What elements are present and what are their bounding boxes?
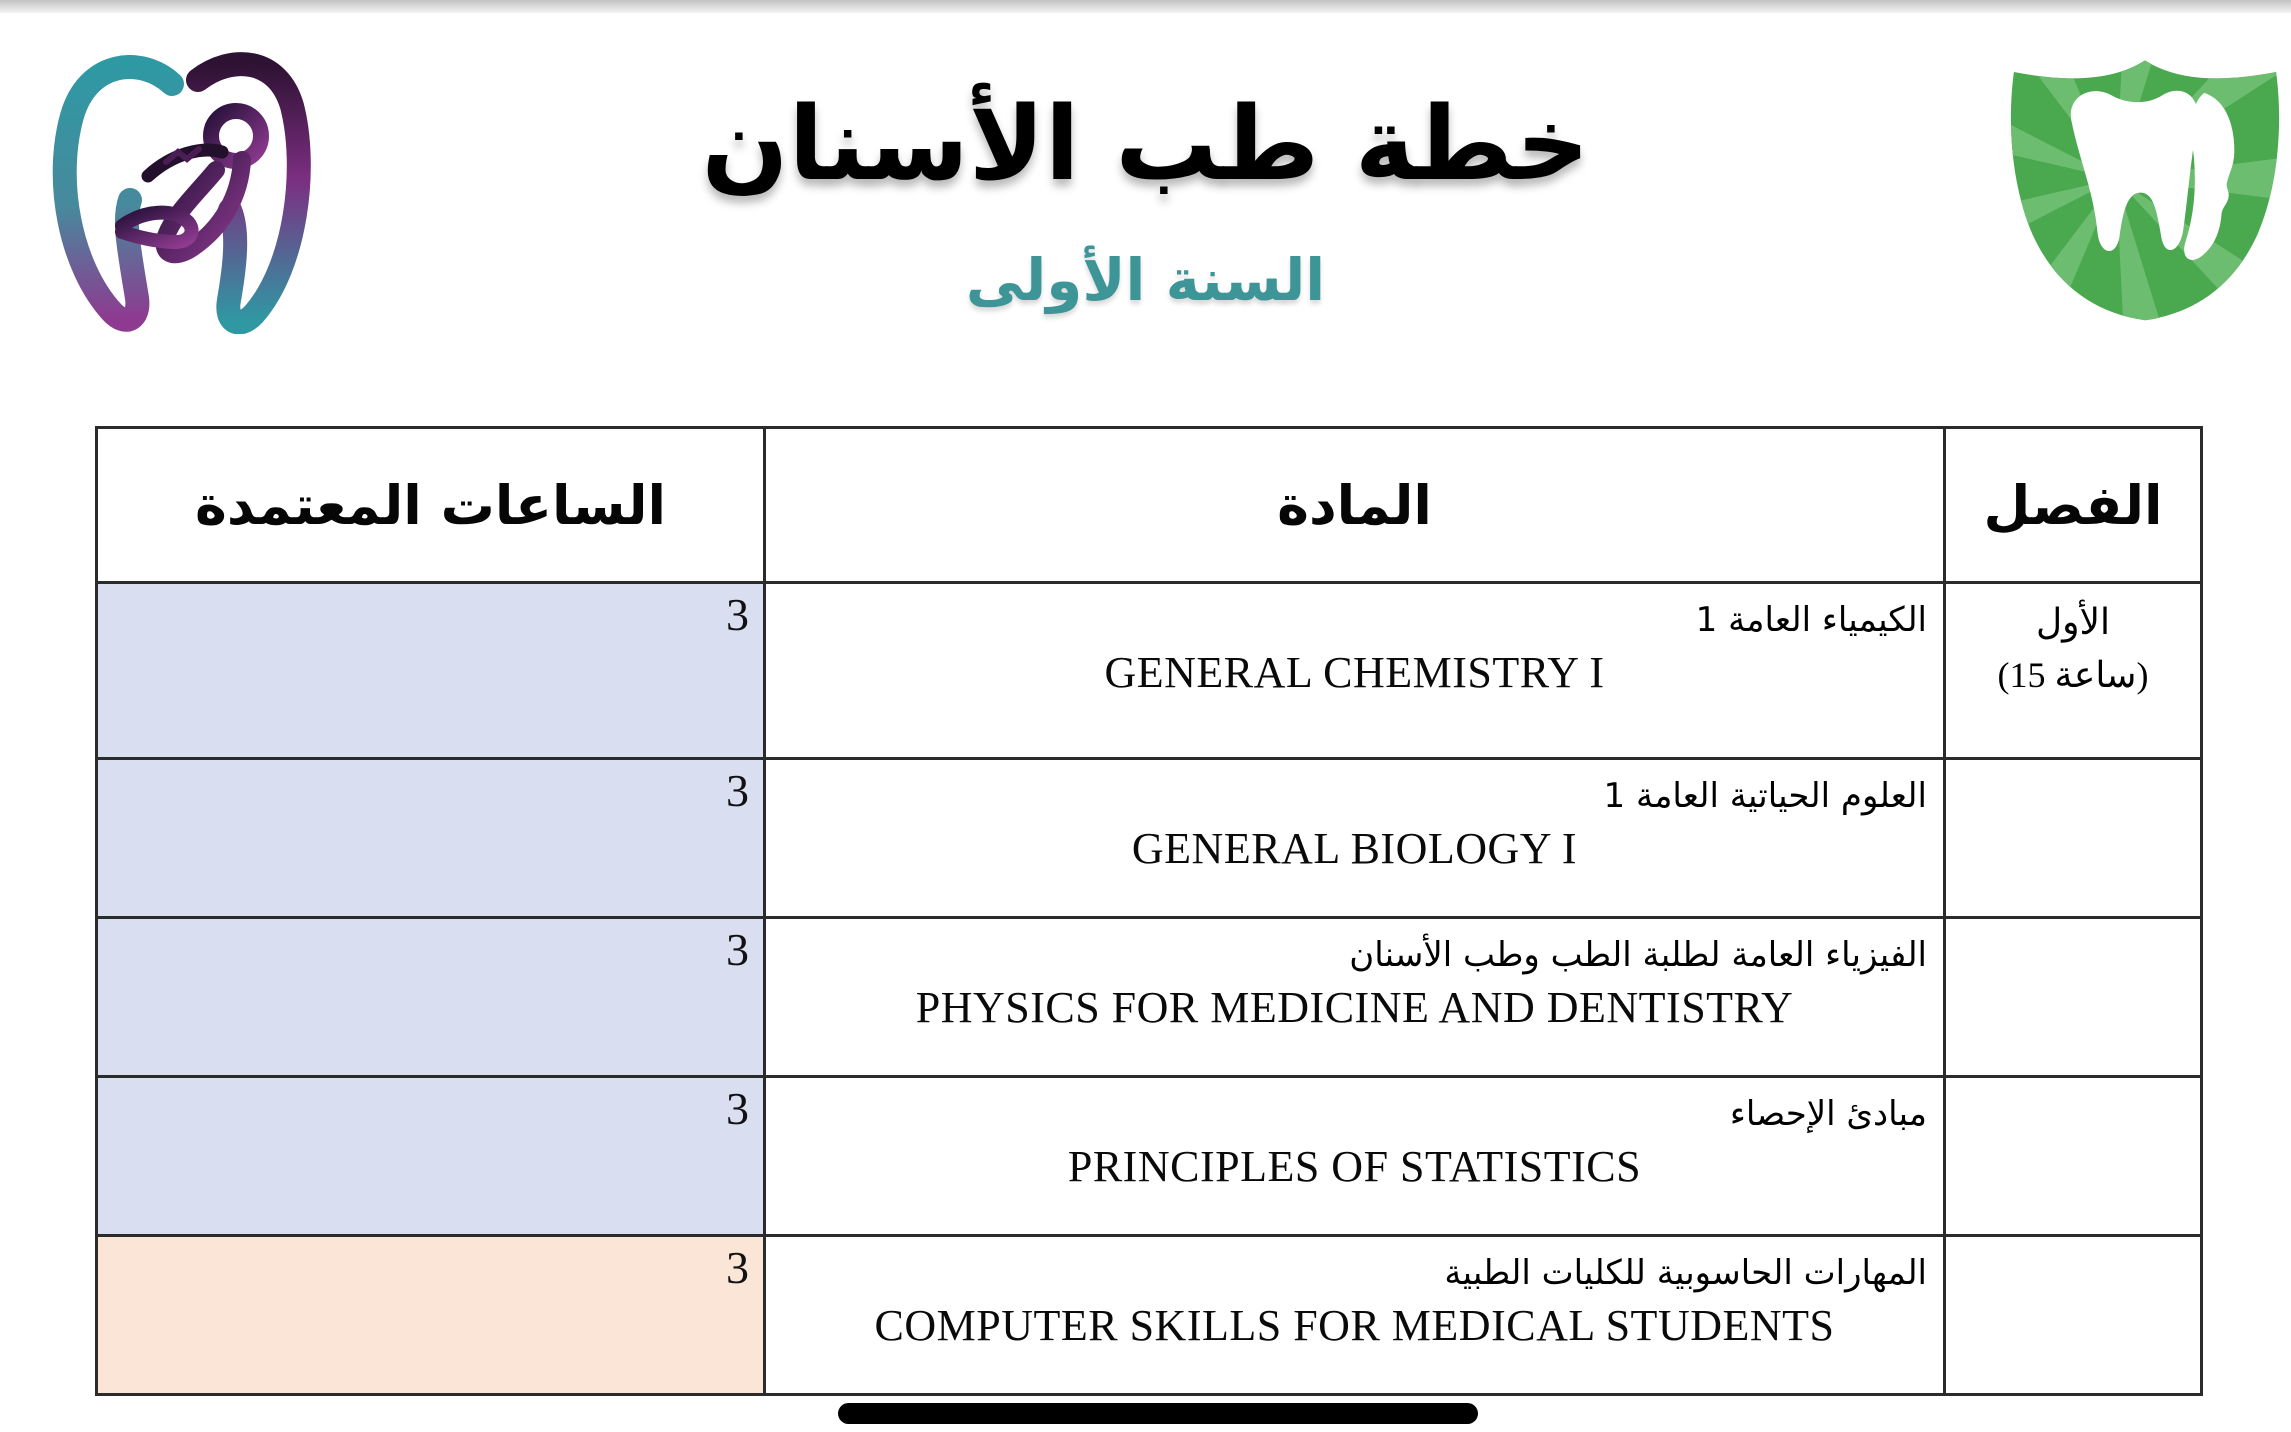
- table-header-row: [97, 428, 2202, 583]
- subject-english: PHYSICS FOR MEDICINE AND DENTISTRY: [915, 982, 1794, 1032]
- subject-arabic: المهارات الحاسوبية للكليات الطبية: [1444, 1253, 1927, 1293]
- semester-cell: [1945, 918, 2202, 1077]
- credit-value: 3: [726, 589, 749, 640]
- table-row: [97, 583, 2202, 759]
- credit-value: 3: [726, 1242, 749, 1293]
- subject-cell: [765, 1236, 1945, 1395]
- credit-cell: [97, 1077, 765, 1236]
- semester-cell: [1945, 583, 2202, 759]
- subject-arabic: الكيمياء العامة 1: [1695, 600, 1927, 640]
- subject-english: PRINCIPLES OF STATISTICS: [1067, 1141, 1642, 1191]
- credit-value: 3: [726, 765, 749, 816]
- subject-english: GENERAL CHEMISTRY I: [1104, 647, 1605, 697]
- semester-cell: [1945, 1077, 2202, 1236]
- header-semester: الفصل: [1945, 428, 2202, 583]
- himmah-tooth-logo: [28, 34, 352, 334]
- table-row: [97, 759, 2202, 918]
- subject-arabic: الفيزياء العامة لطلبة الطب وطب الأسنان: [1349, 935, 1927, 975]
- green-shield-tooth-logo: [2000, 42, 2290, 334]
- subject-arabic: العلوم الحياتية العامة 1: [1603, 776, 1927, 816]
- table-row: [97, 1077, 2202, 1236]
- semester-name: الأول: [2035, 602, 2111, 643]
- subject-cell: [765, 759, 1945, 918]
- subject-english: COMPUTER SKILLS FOR MEDICAL STUDENTS: [874, 1300, 1835, 1350]
- semester-cell: [1945, 759, 2202, 918]
- subject-cell: [765, 1077, 1945, 1236]
- page-title: خطة طب الأسنان: [701, 85, 1590, 204]
- semester-hours: (15 ساعة): [1997, 655, 2149, 695]
- credit-cell: [97, 918, 765, 1077]
- subject-cell: [765, 918, 1945, 1077]
- credit-cell: [97, 1236, 765, 1395]
- page-subtitle: السنة الأولى: [965, 246, 1326, 314]
- table-row: [97, 1236, 2202, 1395]
- credit-cell: [97, 759, 765, 918]
- viewer-chrome-strip: [0, 0, 2291, 13]
- header-credit-hours: الساعات المعتمدة: [97, 428, 765, 583]
- semester-cell: [1945, 1236, 2202, 1395]
- study-plan-table: [95, 426, 2203, 1396]
- table-row: [97, 918, 2202, 1077]
- bottom-divider-bar: [838, 1403, 1478, 1424]
- subject-cell: [765, 583, 1945, 759]
- credit-cell: [97, 583, 765, 759]
- credit-value: 3: [726, 924, 749, 975]
- subject-arabic: مبادئ الإحصاء: [1729, 1094, 1927, 1134]
- credit-value: 3: [726, 1083, 749, 1134]
- subject-english: GENERAL BIOLOGY I: [1131, 823, 1578, 873]
- header-subject: المادة: [765, 428, 1945, 583]
